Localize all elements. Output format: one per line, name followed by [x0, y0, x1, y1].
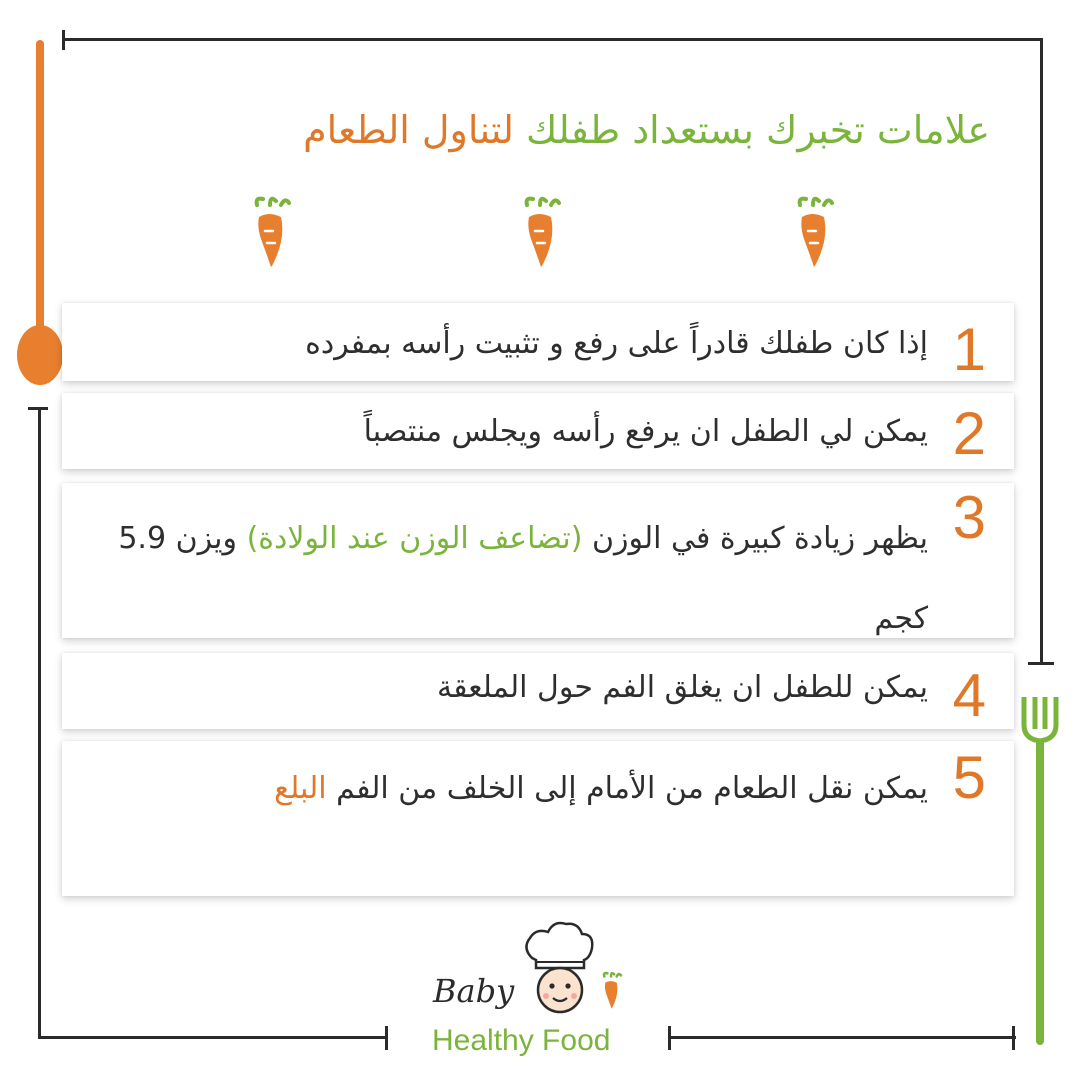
- carrot-icon: [515, 195, 565, 275]
- frame-right-line: [1040, 38, 1043, 664]
- logo-brand-text: Healthy Food: [432, 1024, 611, 1057]
- item-text: يمكن لي الطفل ان يرفع رأسه ويجلس منتصباً: [363, 414, 928, 449]
- spoon-icon: [17, 325, 63, 385]
- item-text: يمكن للطفل ان يغلق الفم حول الملعقة: [437, 670, 928, 705]
- title-part2: طفلك: [526, 108, 621, 152]
- list-item: [62, 393, 1014, 469]
- list-item: [62, 653, 1014, 729]
- list-item: [62, 303, 1014, 381]
- fork-handle: [1036, 745, 1044, 1045]
- list-item: [62, 741, 1014, 896]
- item-text: إذا كان طفلك قادراً على رفع و تثبيت رأسه بمفرده: [305, 326, 928, 361]
- frame-left-tick: [28, 407, 48, 410]
- item-number: 2: [952, 400, 986, 467]
- frame-left-line: [38, 408, 41, 1038]
- page-title: [90, 100, 990, 160]
- frame-bottom-left-tick: [385, 1026, 388, 1050]
- item-number: 4: [952, 662, 986, 729]
- carrot-icon: [245, 195, 295, 275]
- item-number: 3: [952, 484, 986, 551]
- carrot-icon: [788, 195, 838, 275]
- item-text: [84, 749, 928, 829]
- logo-carrot-icon: [598, 968, 624, 1016]
- frame-top-line: [62, 38, 1042, 41]
- frame-bottom-right-tick-right: [1012, 1026, 1015, 1050]
- frame-top-left-tick: [62, 30, 65, 50]
- item-text: [84, 499, 928, 659]
- title-part1: علامات تخبرك بستعداد: [632, 108, 990, 152]
- frame-bottom-right-tick-left: [668, 1026, 671, 1050]
- item-text-highlight: (تضاعف الوزن عند الولادة): [246, 521, 583, 556]
- item-number: 1: [952, 316, 986, 383]
- item-text-highlight: البلع: [274, 771, 327, 806]
- title-part3: لتناول الطعام: [303, 108, 514, 152]
- spoon-handle: [36, 40, 44, 340]
- chef-logo-icon: [520, 918, 600, 1018]
- list-item: [62, 483, 1014, 638]
- logo-baby-text: Baby: [433, 972, 515, 1010]
- item-text-part: يمكن نقل الطعام من الأمام إلى الخلف من الفم: [336, 771, 928, 806]
- frame-bottom-left-line: [38, 1036, 388, 1039]
- item-text-part: ويزن 5.9 كجم: [118, 521, 928, 636]
- item-number: 5: [952, 744, 986, 811]
- item-text-part: يظهر زيادة كبيرة في الوزن: [591, 521, 928, 556]
- frame-bottom-right-line: [670, 1036, 1016, 1039]
- frame-right-tick: [1028, 662, 1054, 665]
